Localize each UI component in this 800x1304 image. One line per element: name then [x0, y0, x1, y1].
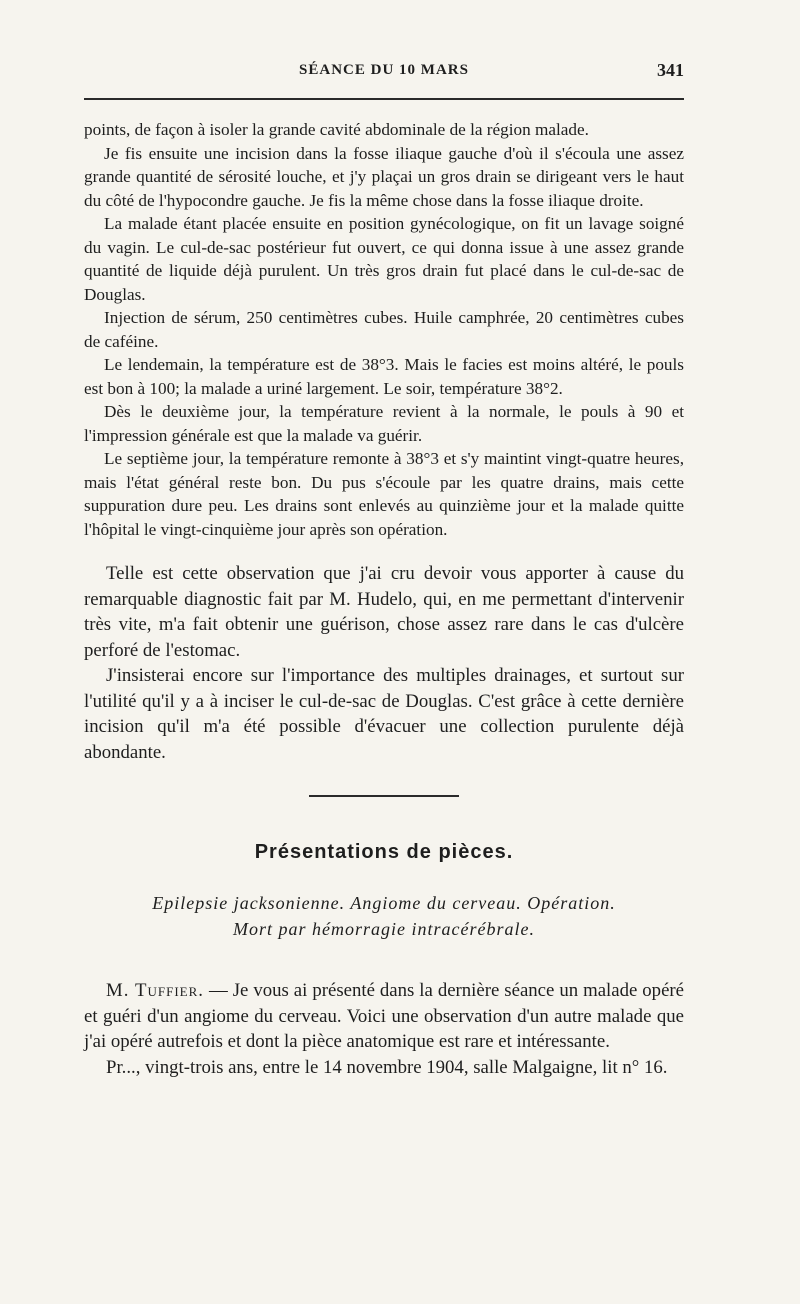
section-title: Présentations de pièces.	[254, 841, 514, 863]
speaker-name: M. Tuffier.	[106, 980, 204, 1001]
observation-paragraph: Le lendemain, la température est de 38°3. Mais le facies est moins altéré, le pouls est bon à 100; la malade a uriné largement. Le soir, température 38°2.	[84, 355, 684, 398]
subtitle-line: Epilepsie jacksonienne. Angiome du cerveau. Opération.	[152, 893, 616, 913]
page-header	[84, 58, 684, 88]
observation-paragraph: Injection de sérum, 250 centimètres cubes. Huile camphrée, 20 centimètres cubes de caféine.	[84, 308, 684, 351]
section-divider	[309, 795, 459, 797]
commentary-body	[84, 561, 684, 765]
section-subtitle	[84, 890, 684, 942]
running-head: SÉANCE DU 10 MARS	[299, 62, 469, 78]
document-page	[84, 58, 684, 1080]
presentation-body	[84, 978, 684, 1080]
commentary-paragraph: Telle est cette observation que j'ai cru devoir vous apporter à cause du remarquable diagnostic fait par M. Hudelo, qui, en me permettant d'intervenir très vite, m'a fait obtenir une guérison, chose assez rare dans le cas d'ulcère perforé de l'estomac.	[84, 563, 684, 661]
subtitle-line: Mort par hémorragie intracérébrale.	[233, 919, 535, 939]
case-paragraph: Pr..., vingt-trois ans, entre le 14 novembre 1904, salle Malgaigne, lit n° 16.	[106, 1056, 668, 1078]
observation-paragraph: Dès le deuxième jour, la température revient à la normale, le pouls à 90 et l'impression générale est que la malade va guérir.	[84, 402, 684, 445]
observation-paragraph: La malade étant placée ensuite en position gynécologique, on fit un lavage soigné du vagin. Le cul-de-sac postérieur fut ouvert, ce qui donna issue à une assez grande quantité de liquide déjà purulent. Un très gros drain fut placé dans le cul-de-sac de Douglas.	[84, 214, 684, 304]
observation-paragraph: Le septième jour, la température remonte à 38°3 et s'y maintint vingt-quatre heures, mais l'état général reste bon. Du pus s'écoule par les quatre drains, mais cette suppuration dure peu. Les drains sont enlevés au quinzième jour et la malade quitte l'hôpital le vingt-cinquième jour après son opération.	[84, 449, 684, 539]
commentary-paragraph: J'insisterai encore sur l'importance des multiples drainages, et surtout sur l'utilité qu'il y a à inciser le cul-de-sac de Douglas. C'est grâce à cette dernière incision qu'il m'a été possible d'évacuer une collection purulente déjà abondante.	[84, 665, 684, 763]
observation-paragraph: Je fis ensuite une incision dans la fosse iliaque gauche d'où il s'écoula une assez grande quantité de sérosité louche, et j'y plaçai un gros drain se dirigeant vers le haut du côté de l'hypocondre gauche. Je fis la même chose dans la fosse iliaque droite.	[84, 143, 684, 210]
header-rule	[84, 98, 684, 100]
speaker-paragraph	[84, 978, 684, 1055]
observation-body	[84, 118, 684, 541]
page-number: 341	[657, 60, 684, 80]
speaker-text: — Je vous ai présenté dans la dernière séance un malade opéré et guéri d'un angiome du cerveau. Voici une observation d'un autre malade que j'ai opéré autrefois et dont la pièce anatomique est rare et intéressante.	[84, 980, 684, 1052]
observation-paragraph: points, de façon à isoler la grande cavité abdominale de la région malade.	[84, 120, 589, 139]
